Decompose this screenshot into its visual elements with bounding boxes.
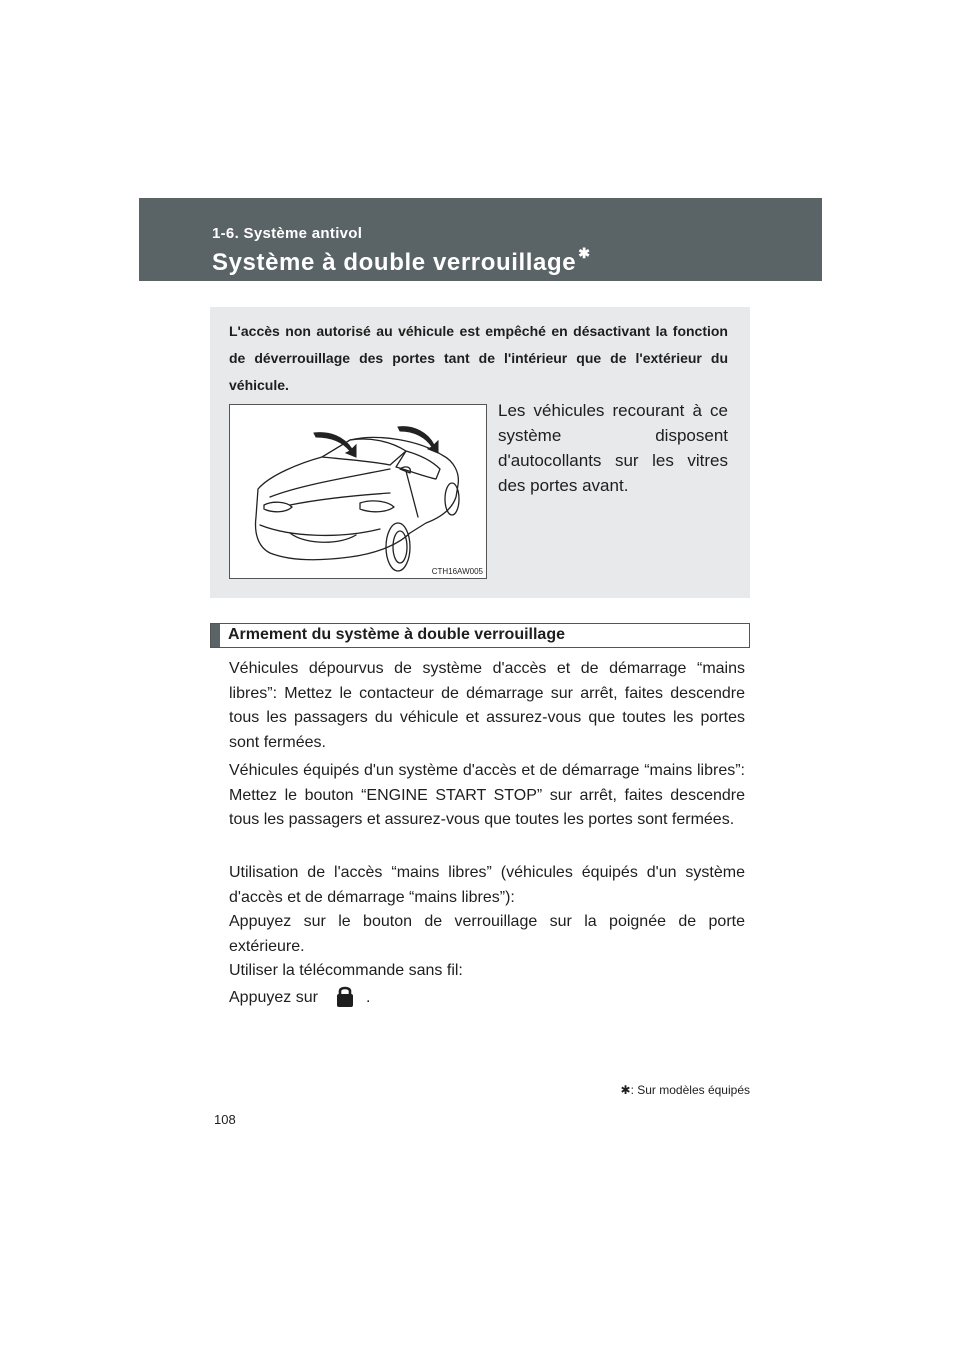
- press-lock-text: Appuyez sur: [229, 988, 318, 1006]
- page-title-text: Système à double verrouillage: [212, 249, 577, 276]
- procedure-smart-access: Utilisation de l'accès “mains libres” (véhicules équipés d'un système d'accès et de démarrage “mains libres”):: [229, 864, 745, 906]
- press-lock-period: .: [365, 988, 371, 1006]
- car-illustration: [229, 404, 487, 579]
- lock-icon: [332, 984, 358, 1008]
- intro-text: L'accès non autorisé au véhicule est empêché en désactivant la fonction de déverrouillage des portes tant de l'intérieur que de l'extérieur du véhicule.: [229, 323, 728, 393]
- section-heading-text: Armement du système à double verrouillage: [228, 626, 565, 643]
- section-label: 1-6. Système antivol: [212, 225, 363, 242]
- paragraph-smart-entry: Véhicules équipés d'un système d'accès et de démarrage “mains libres”: Mettez le bouton “ENGINE START STOP” sur arrêt, faites descendre tous les passagers et assurez-vous que toutes les portes sont fermées.: [229, 762, 745, 828]
- section-heading-bar: [211, 624, 220, 647]
- procedure-door-handle: Appuyez sur le bouton de verrouillage sur la poignée de porte extérieure.: [229, 913, 745, 955]
- paragraph-no-smart-entry: Véhicules dépourvus de système d'accès et de démarrage “mains libres”: Mettez le contacteur de démarrage sur arrêt, faites descendre tous les passagers du véhicule et assurez-vous que toutes les portes sont fermées.: [229, 660, 745, 751]
- page-title: [212, 245, 591, 277]
- page-number: 108: [214, 1112, 236, 1127]
- illustration-code: CTH16AW005: [431, 567, 483, 576]
- equipped-star-icon: ✱: [578, 245, 591, 261]
- section-heading: [210, 623, 750, 648]
- sticker-note: Les véhicules recourant à ce système disposent d'autocollants sur les vitres des portes avant.: [498, 401, 728, 495]
- footnote: ✱: Sur modèles équipés: [620, 1083, 750, 1097]
- procedure-press-lock: [229, 984, 745, 1011]
- procedure-remote: Utiliser la télécommande sans fil:: [229, 962, 463, 979]
- paragraph-procedure: [229, 861, 745, 1010]
- car-drawing: [230, 405, 486, 578]
